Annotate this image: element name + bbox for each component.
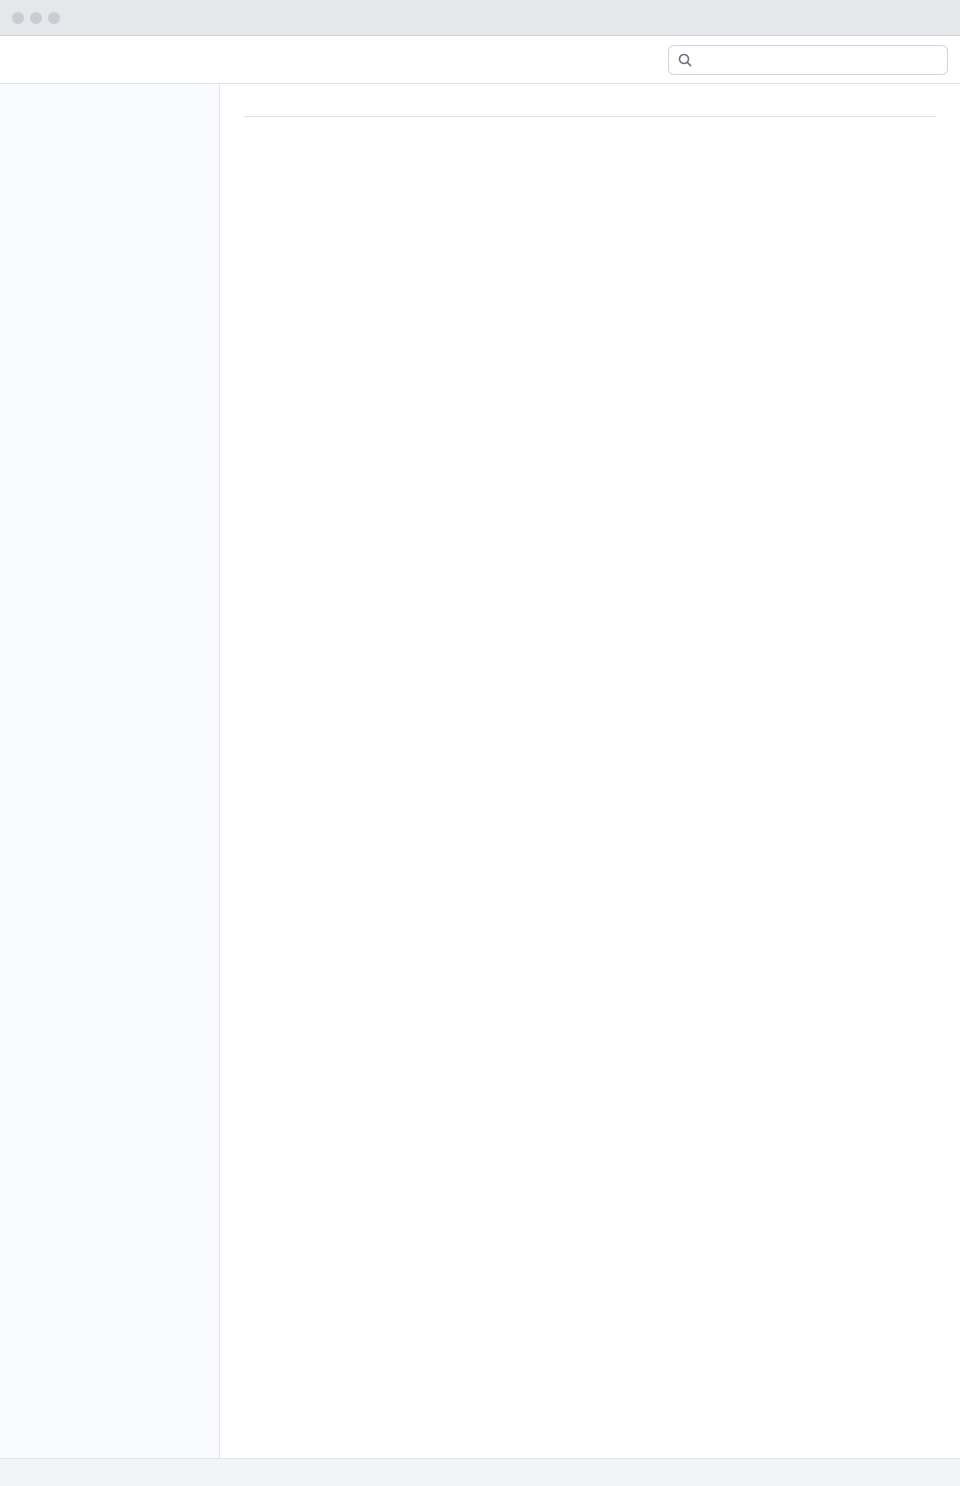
- search-icon: [677, 52, 693, 68]
- title-bar: [0, 0, 960, 36]
- status-bar: [0, 1458, 960, 1486]
- sidebar-heading: [8, 96, 211, 108]
- close-window-button[interactable]: [12, 12, 24, 24]
- toolbar: [0, 36, 960, 84]
- sidebar: [0, 84, 220, 1458]
- main-panel: [220, 84, 960, 1458]
- content-area: [0, 84, 960, 1458]
- search-box[interactable]: [668, 45, 948, 75]
- window-controls: [12, 12, 60, 24]
- maximize-window-button[interactable]: [48, 12, 60, 24]
- tab-bar: [244, 116, 936, 117]
- minimize-window-button[interactable]: [30, 12, 42, 24]
- search-input[interactable]: [699, 52, 939, 68]
